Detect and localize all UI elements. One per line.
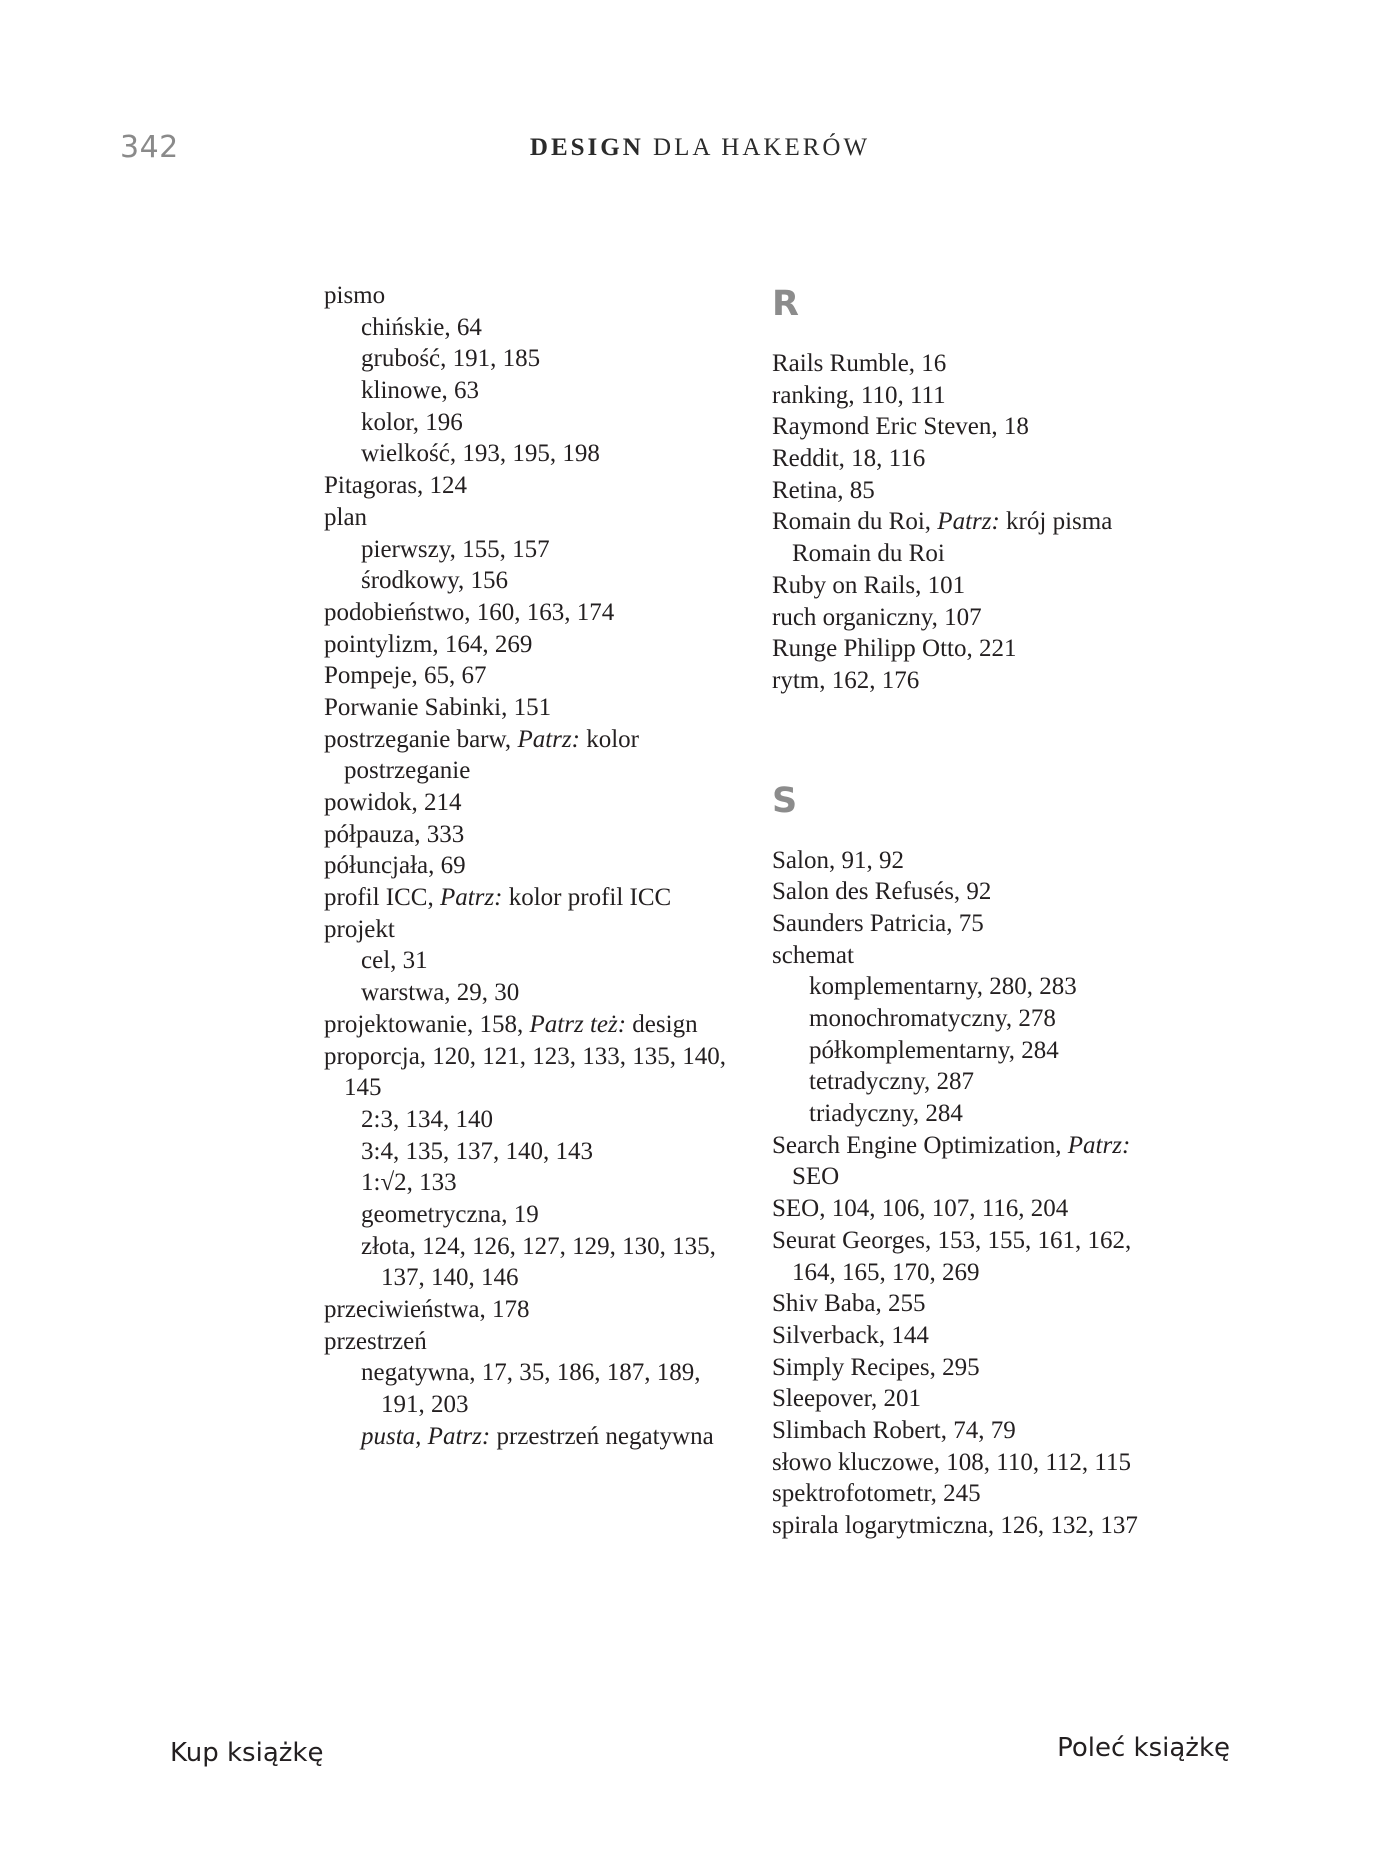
index-entry [772,845,1192,877]
page-number: 342 [120,130,179,165]
entry-text: Search Engine Optimization, [772,1131,1068,1159]
entry-text: chińskie, 64 [361,313,482,341]
entry-text: Slimbach Robert, 74, 79 [772,1416,1016,1444]
index-entry [324,914,744,946]
index-subentry [324,1136,744,1168]
index-entry [772,506,1192,538]
entry-text: półuncjała, 69 [324,852,466,880]
entry-text: Romain du Roi, [772,508,938,536]
entry-text: pointylizm, 164, 269 [324,630,533,658]
entry-text: Saunders Patricia, 75 [772,909,984,937]
index-entry [324,502,744,534]
section-letter-r: R [772,284,799,324]
running-head [0,134,1400,162]
index-entry [772,1320,1192,1352]
index-entry [772,1257,1192,1289]
index-entry [324,470,744,502]
entry-text: Salon des Refusés, 92 [772,878,992,906]
index-subentry [772,971,1192,1003]
running-head-bold: DESIGN [529,134,644,161]
index-subentry [324,945,744,977]
index-subentry [772,1066,1192,1098]
entry-text: SEO [792,1163,840,1191]
cross-reference-target: design [626,1010,698,1038]
section-r-entries [772,348,1192,697]
index-subentry [324,375,744,407]
entry-text: geometryczna, 19 [361,1200,539,1228]
index-entry [324,1294,744,1326]
cross-reference-label: Patrz też: [529,1010,627,1038]
cross-reference-target: kolor profil ICC [502,884,672,912]
entry-text: triadyczny, 284 [809,1100,963,1128]
index-column-right [772,280,1192,1542]
entry-text: Silverback, 144 [772,1321,929,1349]
entry-text: rytm, 162, 176 [772,666,920,694]
index-entry [772,1288,1192,1320]
index-subentry [772,1035,1192,1067]
entry-text: 3:4, 135, 137, 140, 143 [361,1137,593,1165]
index-subentry [324,1389,744,1421]
index-subentry [772,1098,1192,1130]
index-entry [324,882,744,914]
index-entry [772,940,1192,972]
entry-text: Simply Recipes, 295 [772,1353,980,1381]
entry-text: schemat [772,941,854,969]
index-entry [772,602,1192,634]
index-entry [772,908,1192,940]
cross-reference-label: Patrz: [439,884,503,912]
entry-text: wielkość, 193, 195, 198 [361,440,600,468]
index-entry [772,876,1192,908]
entry-text: spirala logarytmiczna, 126, 132, 137 [772,1512,1138,1539]
index-entry [772,1383,1192,1415]
index-entry [772,1478,1192,1510]
section-letter-s: S [772,780,798,821]
entry-text: 145 [344,1074,382,1102]
index-entry [772,665,1192,697]
index-entry [772,1130,1192,1162]
entry-text: Retina, 85 [772,476,875,504]
entry-text: podobieństwo, 160, 163, 174 [324,598,615,626]
index-entry [324,724,744,756]
index-entry [324,755,744,787]
index-entry [772,538,1192,570]
index-entry [772,1447,1192,1479]
index-entry [772,411,1192,443]
index-entry [772,570,1192,602]
index-subentry [324,977,744,1009]
index-entry [324,280,744,312]
entry-text: złota, 124, 126, 127, 129, 130, 135, [361,1232,716,1260]
index-entry [772,633,1192,665]
entry-text: przeciwieństwa, 178 [324,1296,530,1323]
entry-text: ranking, 110, 111 [772,381,946,409]
entry-text: powidok, 214 [324,789,462,816]
entry-text: Shiv Baba, 255 [772,1290,926,1318]
index-entry [324,1326,744,1358]
index-entry [324,1041,744,1073]
entry-text: Pompeje, 65, 67 [324,662,487,690]
index-subentry [324,565,744,597]
index-subentry [324,1231,744,1263]
entry-text: SEO, 104, 106, 107, 116, 204 [772,1195,1069,1223]
index-subentry [324,407,744,439]
entry-text: pierwszy, 155, 157 [361,535,550,563]
cross-reference-label: pusta, Patrz: [361,1422,491,1450]
index-subentry [324,1167,744,1199]
entry-text: półkomplementarny, 284 [809,1036,1059,1064]
cross-reference-label: Patrz: [937,508,1000,536]
entry-text: tetradyczny, 287 [809,1068,974,1096]
entry-text: Porwanie Sabinki, 151 [324,693,552,721]
entry-text: 137, 140, 146 [381,1264,519,1292]
entry-text: negatywna, 17, 35, 186, 187, 189, [361,1359,701,1387]
index-subentry [324,1262,744,1294]
index-entry [324,819,744,851]
index-entry [772,1225,1192,1257]
index-entry [772,1415,1192,1447]
entry-text: Seurat Georges, 153, 155, 161, 162, [772,1226,1132,1254]
entry-text: Reddit, 18, 116 [772,445,926,473]
index-subentry [324,438,744,470]
entry-text: słowo kluczowe, 108, 110, 112, 115 [772,1448,1131,1476]
entry-text: 164, 165, 170, 269 [792,1258,980,1286]
entry-text: Runge Philipp Otto, 221 [772,635,1017,663]
entry-text: Rails Rumble, 16 [772,350,947,377]
entry-text: środkowy, 156 [361,567,508,595]
cross-reference-label: Patrz: [517,725,580,753]
index-entry [772,475,1192,507]
entry-text: postrzeganie barw, [324,725,518,753]
entry-text: 2:3, 134, 140 [361,1105,493,1133]
cross-reference-target: kolor [579,725,639,753]
entry-text: warstwa, 29, 30 [361,979,520,1007]
entry-text: 191, 203 [381,1391,469,1419]
entry-text: ruch organiczny, 107 [772,603,982,631]
entry-text: plan [324,503,368,531]
entry-text: 1:√2, 133 [361,1169,457,1197]
entry-text: Romain du Roi [792,540,945,568]
index-entry [324,850,744,882]
index-subentry [324,1357,744,1389]
index-entry [324,1009,744,1041]
index-entry [324,692,744,724]
cross-reference-target: przestrzeń negatywna [490,1422,714,1450]
index-entry [772,380,1192,412]
entry-text: klinowe, 63 [361,377,480,405]
entry-text: Ruby on Rails, 101 [772,571,966,599]
index-column-left [324,280,744,1452]
entry-text: proporcja, 120, 121, 123, 133, 135, 140, [324,1042,727,1070]
index-subentry [324,1199,744,1231]
index-entry [772,1193,1192,1225]
index-entry [772,1510,1192,1542]
entry-text: cel, 31 [361,947,428,975]
entry-text: spektrofotometr, 245 [772,1480,981,1508]
entry-text: postrzeganie [344,757,471,785]
entry-text: monochromatyczny, 278 [809,1005,1056,1032]
index-subentry [772,1003,1192,1035]
entry-text: przestrzeń [324,1327,427,1355]
index-subentry [324,1421,744,1453]
entry-text: projektowanie, 158, [324,1010,530,1038]
entry-text: Pitagoras, 124 [324,472,468,500]
entry-text: Raymond Eric Steven, 18 [772,413,1029,441]
index-subentry [324,312,744,344]
running-head-rest: DLA HAKERÓW [653,134,871,161]
cross-reference-label: Patrz: [1067,1131,1131,1159]
entry-text: projekt [324,915,395,943]
entry-text: półpauza, 333 [324,820,465,848]
cross-reference-target: krój pisma [999,508,1113,536]
index-entry [772,443,1192,475]
buy-book-link[interactable]: Kup książkę [170,1738,324,1768]
entry-text: grubość, 191, 185 [361,345,541,373]
index-subentry [324,1104,744,1136]
index-subentry [324,534,744,566]
index-entry [324,1072,744,1104]
index-entry [772,1161,1192,1193]
section-s-entries [772,845,1192,1542]
entry-text: profil ICC, [324,884,440,912]
index-entry [324,660,744,692]
entry-text: Salon, 91, 92 [772,846,904,874]
index-subentry [324,343,744,375]
entry-text: komplementarny, 280, 283 [809,973,1077,1001]
entry-text: kolor, 196 [361,408,463,436]
index-entry [772,1352,1192,1384]
index-entry [772,348,1192,380]
recommend-book-link[interactable]: Poleć książkę [1057,1733,1230,1763]
index-entry [324,787,744,819]
index-entry [324,629,744,661]
index-entry [324,597,744,629]
entry-text: Sleepover, 201 [772,1385,921,1413]
entry-text: pismo [324,282,386,309]
